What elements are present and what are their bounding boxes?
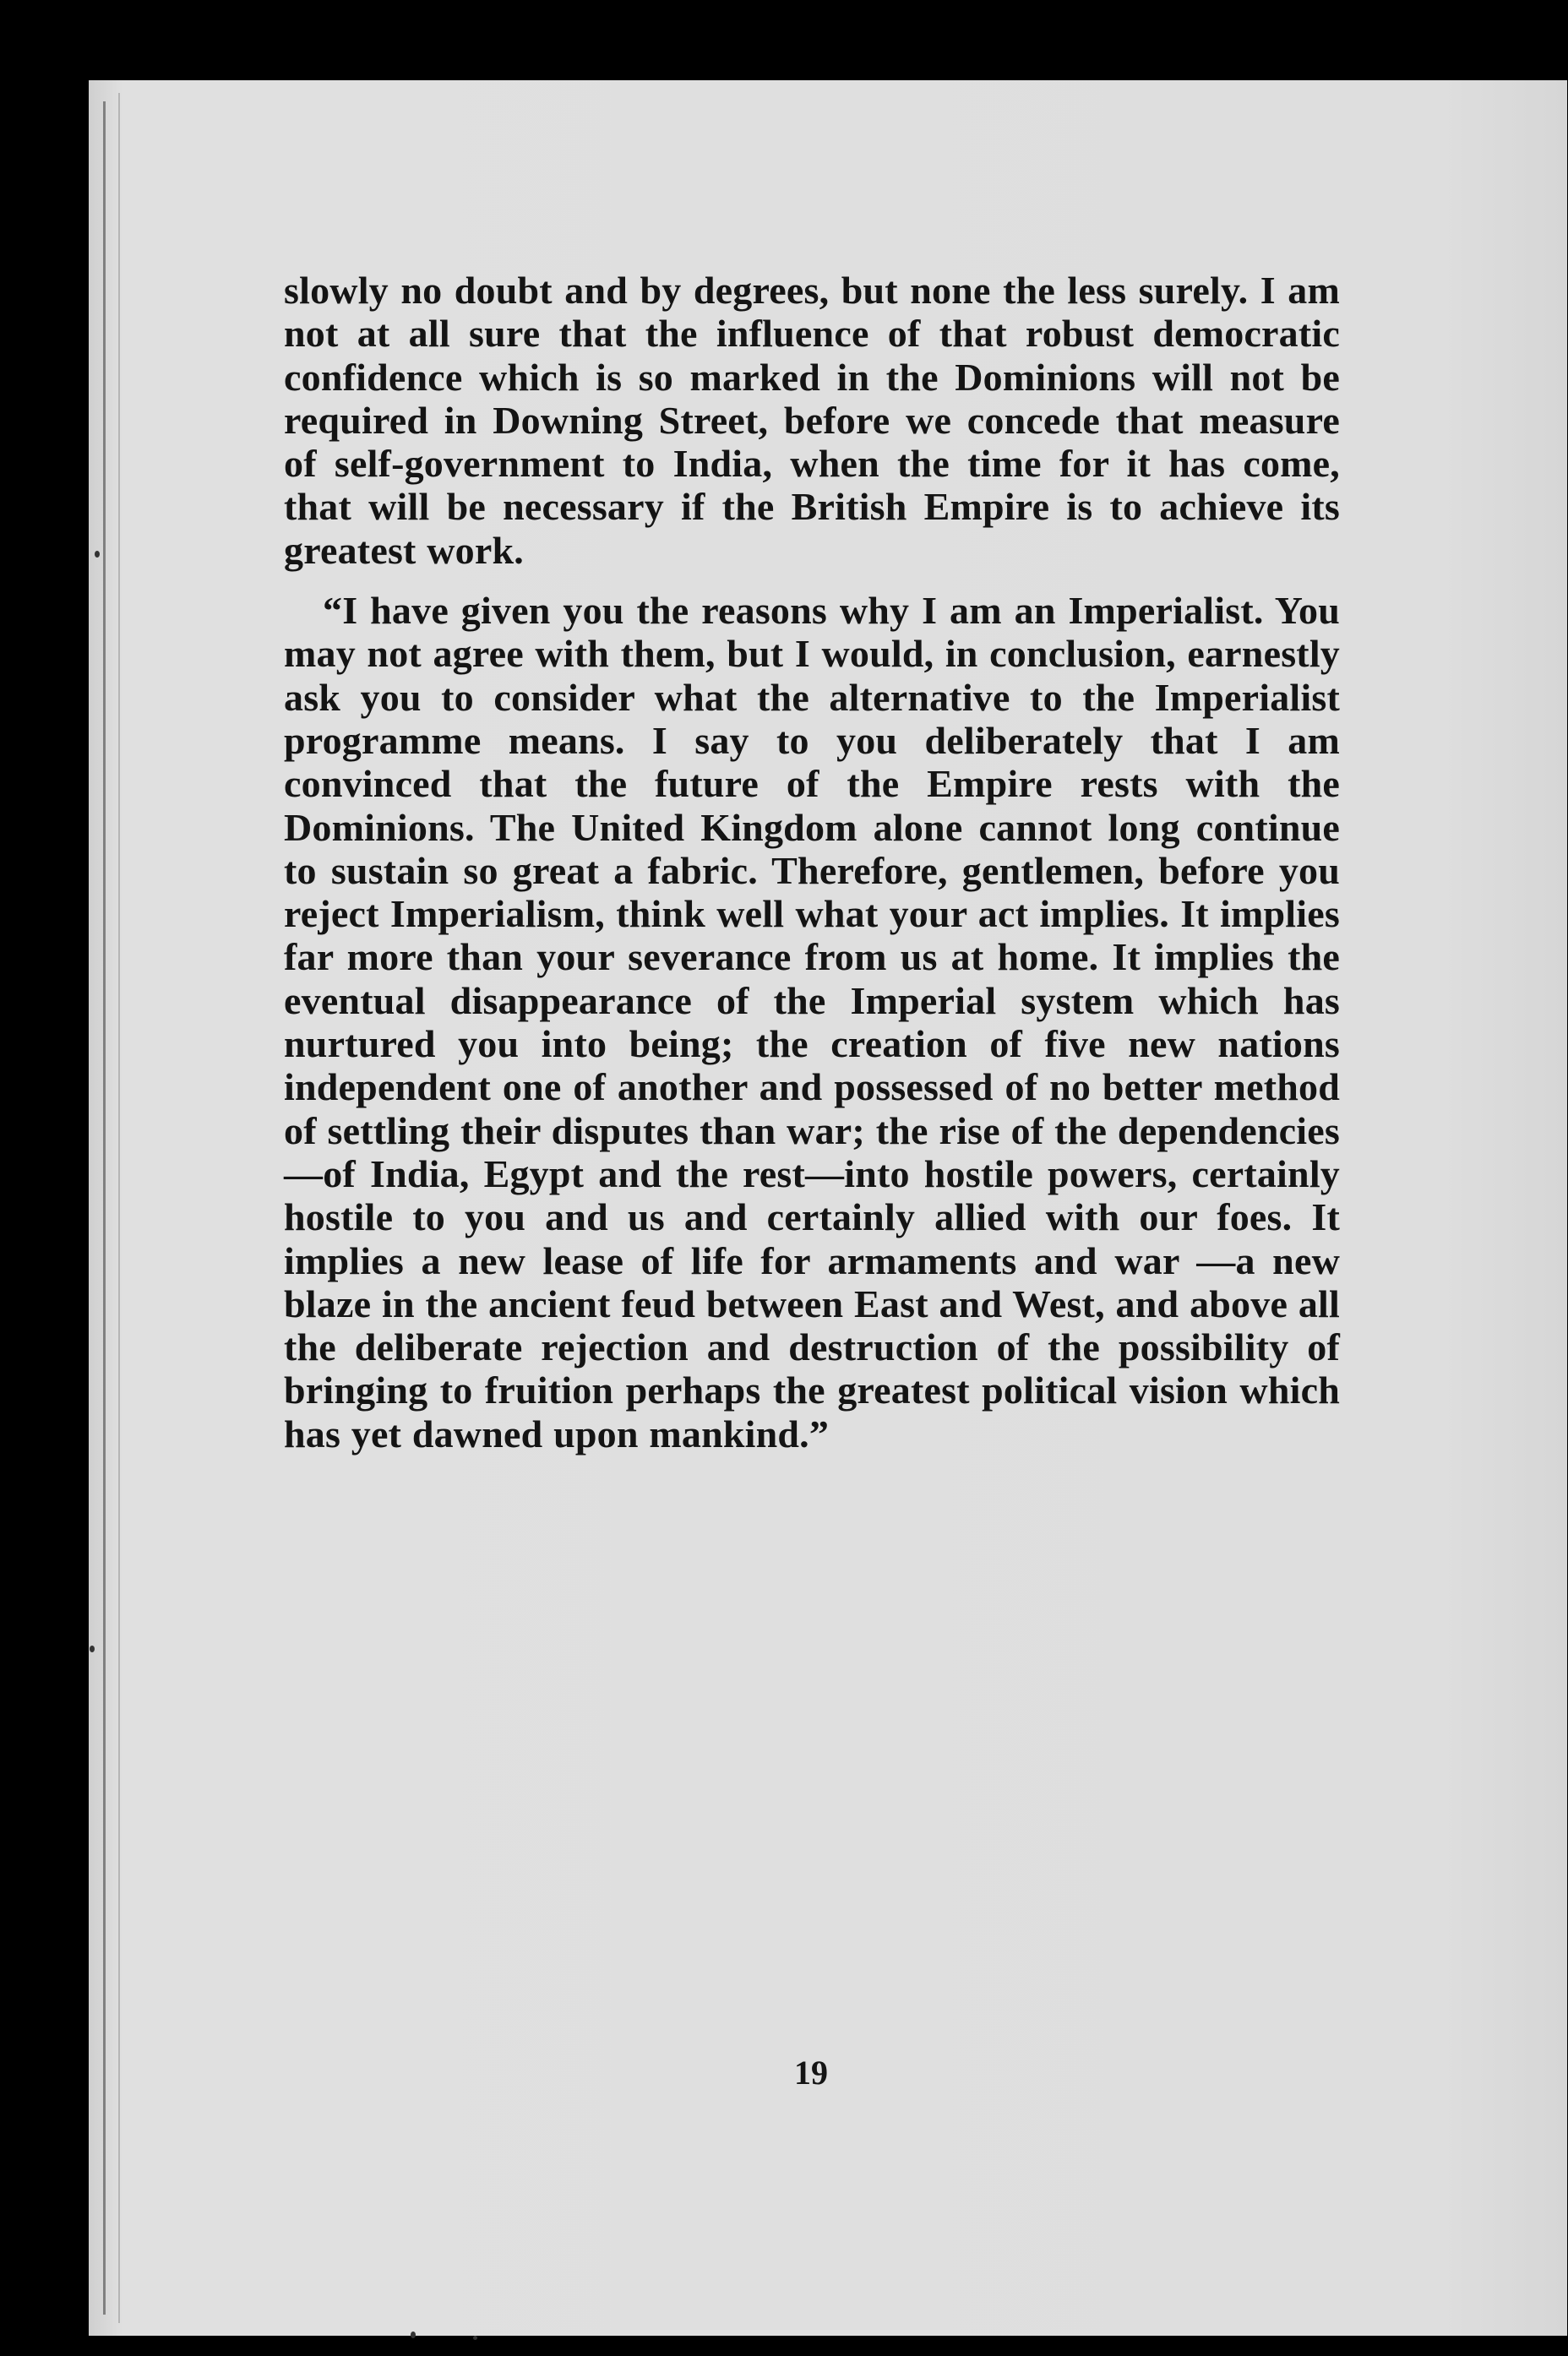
page-number: 19	[794, 2054, 828, 2092]
binding-edge	[103, 101, 106, 2315]
paragraph-quotation: “I have given you the reasons why I am an Imperialist. You may not agree with them, but I would, in conclusion, earnestly ask you to consider what the alternative to the Imperialist programme means. I say to you deliberately that I am convinced that the future of the Empire rests with the Dominions. The United Kingdom alone cannot long continue to sustain so great a fabric. Therefore, gentlemen, before you reject Imperialism, think well what your act implies. It implies far more than your severance from us at home. It implies the eventual disappearance of the Imperial system which has nurtured you into being; the creation of five new nations independent one of another and possessed of no better method of settling their disputes than war; the rise of the dependencies—of India, Egypt and the rest—into hostile powers, certainly hostile to you and us and certainly allied with our foes. It implies a new lease of life for armaments and war —a new blaze in the ancient feud between East and West, and above all the deliberate rejection and destruction of the possibility of bringing to fruition perhaps the greatest political vision which has yet dawned upon mankind.”	[284, 589, 1340, 1455]
scan-speck	[411, 2332, 416, 2338]
scan-speck	[473, 2336, 477, 2340]
body-text	[284, 269, 1340, 1455]
scan-speck	[90, 1646, 95, 1652]
paragraph-continuation: slowly no doubt and by degrees, but none the less surely. I am not at all sure that the influence of that robust democratic confidence which is so marked in the Dominions will not be required in Downing Street, before we concede that measure of self-government to India, when the time for it has come, that will be necessary if the British Empire is to achieve its greatest work.	[284, 269, 1340, 572]
binding-edge-inner	[118, 93, 120, 2323]
scan-speck	[95, 551, 100, 558]
